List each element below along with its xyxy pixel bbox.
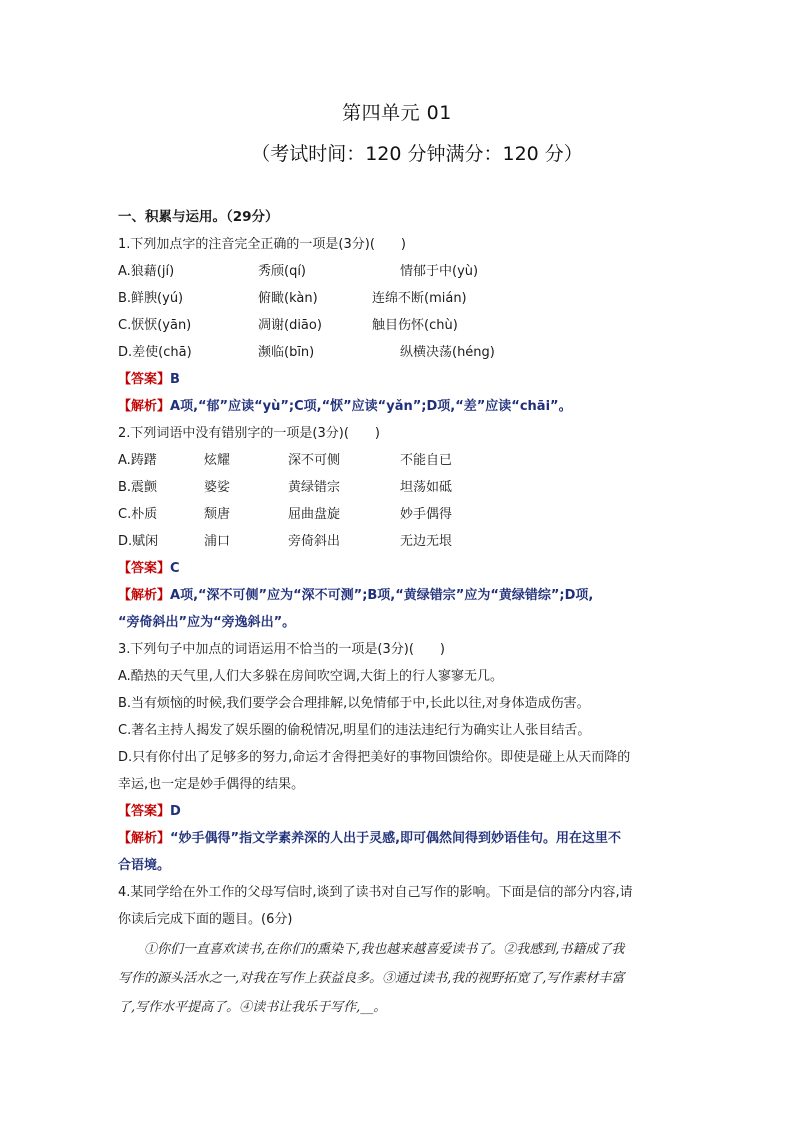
question-1-answer <box>118 366 678 393</box>
question-3-analysis-cont: 合语境。 <box>118 858 171 873</box>
question-1-option-c <box>118 312 678 339</box>
section-heading: 一、积累与运用。（29分） <box>118 209 279 225</box>
option-item: D.赋闲 <box>118 534 159 549</box>
option-item: 俯瞰(kàn) <box>258 291 318 306</box>
exam-content <box>118 204 678 1022</box>
option-item: 无边无垠 <box>400 534 453 549</box>
page-title: 第四单元 01 <box>342 102 452 124</box>
option-item: B.鲜腴(yú) <box>118 291 184 306</box>
question-2-option-a <box>118 447 678 474</box>
option-item: 触目伤怀(chù) <box>372 318 458 333</box>
option-item: A.踌躇 <box>118 453 157 468</box>
option-item: 坦荡如砥 <box>400 480 453 495</box>
question-4-stem: 4.某同学给在外工作的父母写信时,谈到了读书对自己写作的影响。下面是信的部分内容,请 <box>118 885 633 900</box>
option-item: A.狼藉(jí) <box>118 264 175 279</box>
question-3-option-c: C.著名主持人揭发了娱乐圈的偷税情况,明星们的违法违纪行为确实让人张目结舌。 <box>118 723 591 738</box>
analysis-label: 【解析】 <box>118 588 171 603</box>
option-item: 颓唐 <box>204 507 231 522</box>
option-item: 旁倚斜出 <box>288 534 341 549</box>
question-2-analysis-cont: “旁倚斜出”应为“旁逸斜出”。 <box>118 615 296 630</box>
question-2-answer <box>118 555 678 582</box>
analysis-text: “妙手偶得”指文学素养深的人出于灵感,即可偶然间得到妙语佳句。用在这里不 <box>170 831 622 846</box>
option-item: 濒临(bīn) <box>258 345 315 360</box>
option-item: 秀颀(qí) <box>258 264 307 279</box>
question-4-stem-cont: 你读后完成下面的题目。(6分) <box>118 912 293 927</box>
answer-value: B <box>170 372 180 387</box>
option-item: C.朴质 <box>118 507 158 522</box>
analysis-text: A项,“深不可侧”应为“深不可测”;B项,“黄绿错宗”应为“黄绿错综”;D项, <box>170 588 594 603</box>
question-2-option-d <box>118 528 678 555</box>
answer-value: C <box>170 561 180 576</box>
letter-line: ①你们一直喜欢读书,在你们的熏染下,我也越来越喜爱读书了。②我感到,书籍成了我 <box>144 942 625 957</box>
option-item: 黄绿错宗 <box>288 480 341 495</box>
option-item: 妙手偶得 <box>400 507 453 522</box>
letter-line: 写作的源头活水之一,对我在写作上获益良多。③通过读书,我的视野拓宽了,写作素材丰富 <box>118 971 625 986</box>
option-item: 情郁于中(yù) <box>400 264 479 279</box>
question-3-stem: 3.下列句子中加点的词语运用不恰当的一项是(3分)( ) <box>118 642 445 657</box>
answer-value: D <box>170 804 181 819</box>
question-3-analysis <box>118 825 678 852</box>
question-3-option-a: A.酷热的天气里,人们大多躲在房间吹空调,大街上的行人寥寥无几。 <box>118 669 504 684</box>
exam-info: （考试时间：120 分钟满分：120 分） <box>251 143 583 165</box>
question-2-option-c <box>118 501 678 528</box>
analysis-text: A项,“郁”应读“yù”;C项,“恹”应读“yǎn”;D项,“差”应读“chāi”。 <box>170 399 572 414</box>
question-1-option-d <box>118 339 678 366</box>
letter-line: 了,写作水平提高了。④读书让我乐于写作,__。 <box>118 1000 387 1015</box>
option-item: 浦口 <box>204 534 231 549</box>
option-item: C.恹恹(yān) <box>118 318 192 333</box>
answer-label: 【答案】 <box>118 372 171 387</box>
analysis-label: 【解析】 <box>118 831 171 846</box>
option-item: 连绵不断(mián) <box>372 291 467 306</box>
letter-excerpt <box>118 935 678 1022</box>
option-item: 凋谢(diāo) <box>258 318 322 333</box>
option-item: B.震颤 <box>118 480 158 495</box>
question-1-option-a <box>118 258 678 285</box>
question-3-option-d: D.只有你付出了足够多的努力,命运才舍得把美好的事物回馈给你。即使是碰上从天而降的 <box>118 750 631 765</box>
option-item: D.差使(chā) <box>118 345 192 360</box>
option-item: 深不可侧 <box>288 453 341 468</box>
option-item: 炫耀 <box>204 453 231 468</box>
question-2-stem: 2.下列词语中没有错别字的一项是(3分)( ) <box>118 426 380 441</box>
question-1-analysis <box>118 393 678 420</box>
question-3-option-d-cont: 幸运,也一定是妙手偶得的结果。 <box>118 777 305 792</box>
option-item: 不能自已 <box>400 453 453 468</box>
question-2-option-b <box>118 474 678 501</box>
question-2-analysis <box>118 582 678 609</box>
option-item: 纵横决荡(héng) <box>400 345 495 360</box>
question-1-option-b <box>118 285 678 312</box>
answer-label: 【答案】 <box>118 561 171 576</box>
question-1-stem: 1.下列加点字的注音完全正确的一项是(3分)( ) <box>118 237 406 252</box>
option-item: 婆娑 <box>204 480 231 495</box>
question-3-option-b: B.当有烦恼的时候,我们要学会合理排解,以免情郁于中,长此以往,对身体造成伤害。 <box>118 696 590 711</box>
analysis-label: 【解析】 <box>118 399 171 414</box>
question-3-answer <box>118 798 678 825</box>
option-item: 屈曲盘旋 <box>288 507 341 522</box>
answer-label: 【答案】 <box>118 804 171 819</box>
